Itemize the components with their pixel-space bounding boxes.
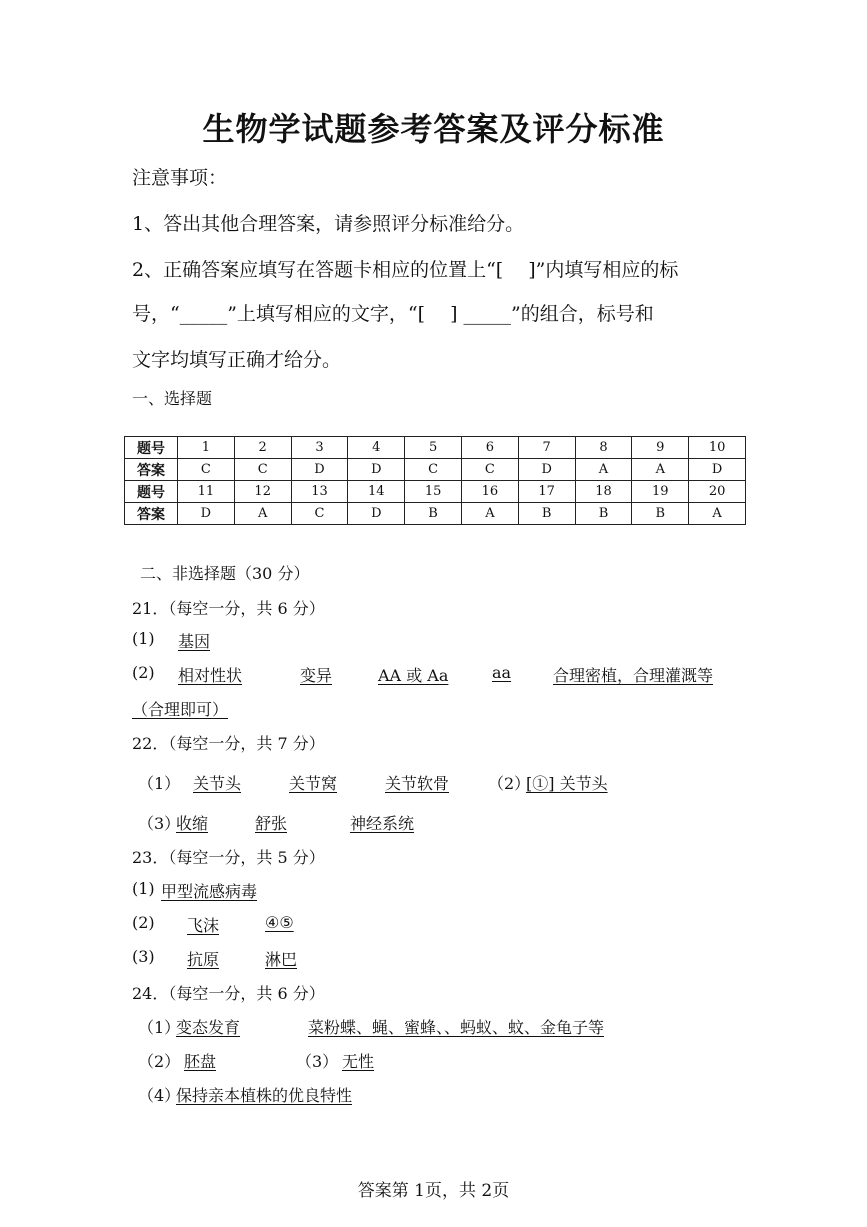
note-line-1: 1、答出其他合理答案，请参照评分标准给分。 bbox=[132, 213, 525, 235]
table-cell: 5 bbox=[405, 437, 462, 459]
table-cell: 18 bbox=[575, 481, 632, 503]
note-line-2c: 文字均填写正确才给分。 bbox=[132, 349, 342, 371]
q22-answer-4: [①] 关节头 bbox=[526, 774, 608, 793]
table-cell: B bbox=[405, 503, 462, 525]
table-cell: 12 bbox=[234, 481, 291, 503]
table-row-label: 题号 bbox=[125, 481, 178, 503]
table-cell: B bbox=[518, 503, 575, 525]
q22-answer-2: 关节窝 bbox=[289, 774, 338, 793]
q21-answer-3: 变异 bbox=[300, 666, 333, 685]
q24-answer-5: 保持亲本植株的优良特性 bbox=[176, 1086, 353, 1105]
notes-heading: 注意事项： bbox=[132, 167, 228, 189]
table-cell: C bbox=[234, 459, 291, 481]
q23-answer-4: 抗原 bbox=[187, 950, 220, 969]
table-cell: 17 bbox=[518, 481, 575, 503]
table-row-numbers-1 bbox=[125, 437, 746, 459]
q21-answer-1: 基因 bbox=[178, 632, 211, 651]
table-cell: A bbox=[234, 503, 291, 525]
q23-prefix-2: (2) bbox=[132, 913, 155, 932]
note-line-2a: 2、正确答案应填写在答题卡相应的位置上“[ ]”内填写相应的标 bbox=[132, 259, 679, 281]
table-cell: A bbox=[461, 503, 518, 525]
table-cell: 13 bbox=[291, 481, 348, 503]
table-cell: D bbox=[518, 459, 575, 481]
table-row-numbers-2 bbox=[125, 481, 746, 503]
q21-answer-6: 合理密植，合理灌溉等 bbox=[553, 666, 714, 685]
q21-answer-4: AA 或 Aa bbox=[378, 666, 449, 685]
page-title: 生物学试题参考答案及评分标准 bbox=[202, 110, 665, 148]
table-row-answers-2 bbox=[125, 503, 746, 525]
table-cell: 6 bbox=[461, 437, 518, 459]
table-cell: 10 bbox=[689, 437, 746, 459]
table-cell: 8 bbox=[575, 437, 632, 459]
q21-answer-5: aa bbox=[492, 663, 512, 682]
table-cell: D bbox=[291, 459, 348, 481]
table-cell: B bbox=[575, 503, 632, 525]
q22-answer-5: 收缩 bbox=[176, 814, 209, 833]
q22-answer-7: 神经系统 bbox=[350, 814, 415, 833]
table-cell: 19 bbox=[632, 481, 689, 503]
q24-prefix-3: （3） bbox=[296, 1052, 339, 1071]
q21-answer-2: 相对性状 bbox=[178, 666, 243, 685]
section-nonchoice-heading: 二、非选择题（30 分） bbox=[140, 564, 310, 583]
q24-prefix-1: （1） bbox=[138, 1018, 181, 1037]
q22-answer-3: 关节软骨 bbox=[385, 774, 450, 793]
q21-answer-7: （合理即可） bbox=[132, 700, 229, 719]
table-cell: D bbox=[348, 503, 405, 525]
q23-answer-5: 淋巴 bbox=[265, 950, 298, 969]
table-cell: 9 bbox=[632, 437, 689, 459]
q22-prefix-1: （1） bbox=[138, 774, 181, 793]
table-cell: D bbox=[178, 503, 235, 525]
page-footer: 答案第 1页，共 2页 bbox=[357, 1181, 510, 1201]
q24-heading: 24．（每空一分，共 6 分） bbox=[132, 984, 325, 1003]
q23-heading: 23．（每空一分，共 5 分） bbox=[132, 848, 325, 867]
table-cell: 20 bbox=[689, 481, 746, 503]
table-cell: C bbox=[461, 459, 518, 481]
q24-answer-1: 变态发育 bbox=[176, 1018, 241, 1037]
table-cell: 1 bbox=[178, 437, 235, 459]
table-cell: 4 bbox=[348, 437, 405, 459]
q22-answer-1: 关节头 bbox=[193, 774, 242, 793]
q23-answer-3: ④⑤ bbox=[265, 913, 294, 932]
table-row-label: 题号 bbox=[125, 437, 178, 459]
table-row-label: 答案 bbox=[125, 459, 178, 481]
table-cell: 3 bbox=[291, 437, 348, 459]
q24-answer-3: 胚盘 bbox=[184, 1052, 217, 1071]
note-line-2b: 号，“_____”上填写相应的文字，“[ ] _____”的组合，标号和 bbox=[132, 303, 654, 325]
table-cell: C bbox=[405, 459, 462, 481]
table-cell: D bbox=[348, 459, 405, 481]
q22-prefix-2: （2） bbox=[488, 774, 531, 793]
q23-answer-2: 飞沫 bbox=[187, 916, 220, 935]
q23-prefix-3: (3) bbox=[132, 947, 155, 966]
q24-answer-2: 菜粉蝶、蝇、蜜蜂、、蚂蚁、蚊、金龟子等 bbox=[308, 1018, 605, 1037]
q22-heading: 22．（每空一分，共 7 分） bbox=[132, 734, 325, 753]
table-row-label: 答案 bbox=[125, 503, 178, 525]
table-cell: 16 bbox=[461, 481, 518, 503]
table-cell: 11 bbox=[178, 481, 235, 503]
table-cell: 14 bbox=[348, 481, 405, 503]
q22-prefix-3: （3） bbox=[138, 814, 181, 833]
table-cell: A bbox=[632, 459, 689, 481]
q23-prefix-1: (1) bbox=[132, 879, 155, 898]
section-choice-heading: 一、选择题 bbox=[132, 389, 213, 408]
table-cell: 7 bbox=[518, 437, 575, 459]
q21-prefix-1: (1) bbox=[132, 629, 155, 648]
table-cell: A bbox=[689, 503, 746, 525]
q21-prefix-2: (2) bbox=[132, 663, 155, 682]
answer-table bbox=[124, 436, 746, 525]
table-cell: 15 bbox=[405, 481, 462, 503]
q22-answer-6: 舒张 bbox=[255, 814, 288, 833]
q24-prefix-2: （2） bbox=[138, 1052, 181, 1071]
table-cell: D bbox=[689, 459, 746, 481]
q21-heading: 21．（每空一分，共 6 分） bbox=[132, 599, 325, 618]
table-cell: C bbox=[178, 459, 235, 481]
table-cell: A bbox=[575, 459, 632, 481]
q23-answer-1: 甲型流感病毒 bbox=[161, 882, 258, 901]
table-cell: C bbox=[291, 503, 348, 525]
q24-answer-4: 无性 bbox=[342, 1052, 375, 1071]
table-row-answers-1 bbox=[125, 459, 746, 481]
table-cell: 2 bbox=[234, 437, 291, 459]
table-cell: B bbox=[632, 503, 689, 525]
q24-prefix-4: （4） bbox=[138, 1086, 181, 1105]
